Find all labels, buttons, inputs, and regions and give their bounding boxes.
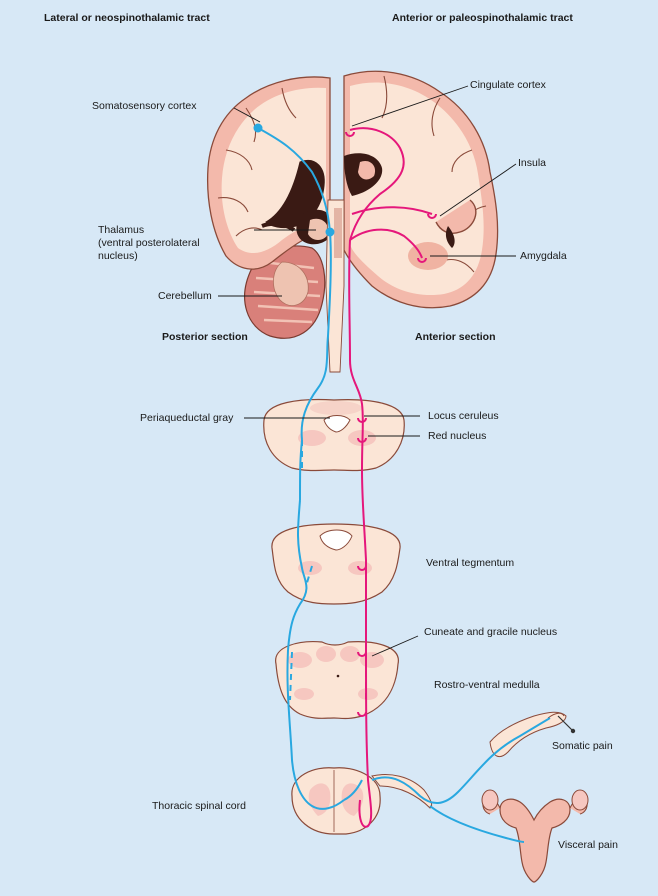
label-cingulate-cortex: Cingulate cortex	[470, 79, 546, 91]
medulla-section	[276, 642, 399, 719]
label-somatic-pain: Somatic pain	[552, 740, 613, 752]
label-anterior-section: Anterior section	[415, 331, 496, 343]
pin-icon	[558, 716, 575, 733]
posterior-hemisphere	[208, 77, 335, 269]
label-locus-ceruleus: Locus ceruleus	[428, 410, 499, 422]
midbrain-section	[264, 400, 405, 471]
header-anterior-tract: Anterior or paleospinothalamic tract	[392, 12, 573, 24]
label-rostro-ventral-medulla: Rostro-ventral medulla	[434, 679, 540, 691]
label-cuneate-gracile-nucleus: Cuneate and gracile nucleus	[424, 626, 558, 638]
label-ventral-tegmentum: Ventral tegmentum	[426, 557, 515, 569]
label-insula: Insula	[518, 157, 547, 169]
label-thoracic-spinal-cord: Thoracic spinal cord	[152, 800, 246, 812]
label-posterior-section: Posterior section	[162, 331, 248, 343]
label-thalamus: Thalamus (ventral posterolateral nucleus)	[98, 224, 200, 262]
anterior-hemisphere	[344, 71, 498, 308]
label-amygdala: Amygdala	[520, 250, 567, 262]
brain-coronal-section	[208, 71, 498, 372]
label-cerebellum: Cerebellum	[158, 290, 212, 302]
label-red-nucleus: Red nucleus	[428, 430, 487, 442]
label-periaqueductal-gray: Periaqueductal gray	[140, 412, 234, 424]
header-lateral-tract: Lateral or neospinothalamic tract	[44, 12, 210, 24]
ventral-tegmentum-section	[272, 524, 400, 604]
label-visceral-pain: Visceral pain	[558, 839, 618, 851]
label-somatosensory-cortex: Somatosensory cortex	[92, 100, 197, 112]
